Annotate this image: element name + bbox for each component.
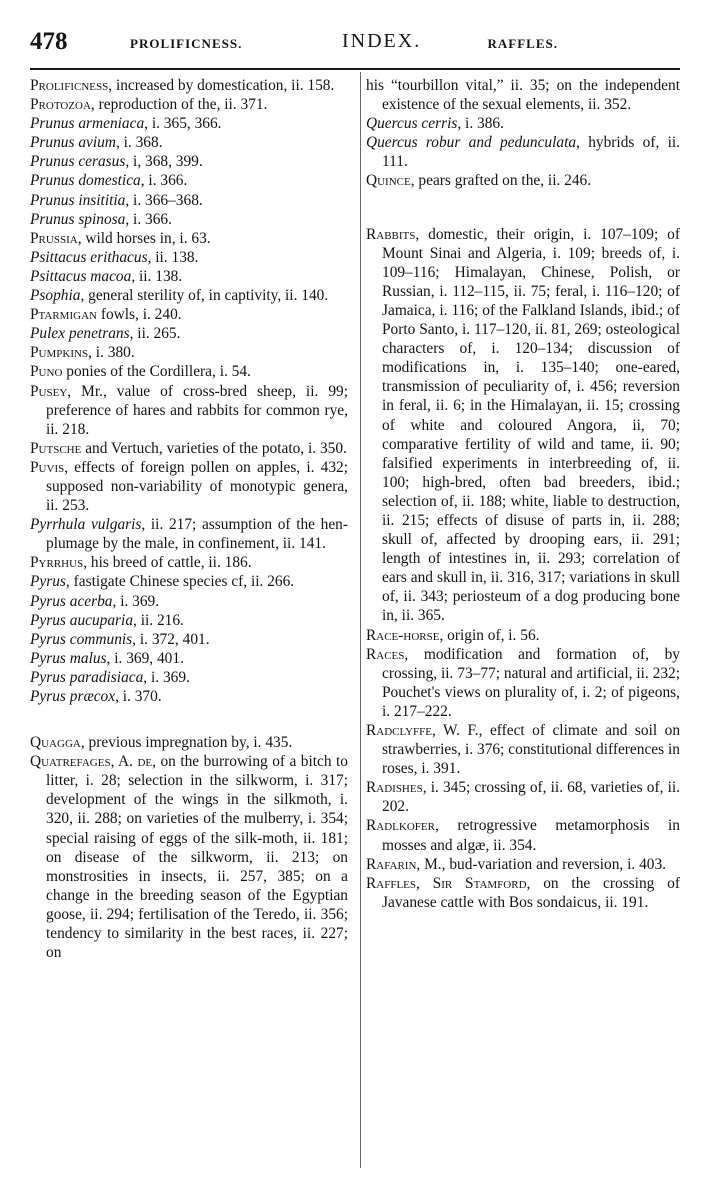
entry-headword: Prunus domestica: [30, 172, 141, 190]
entry-headword: Race-horse: [366, 626, 440, 644]
index-entry: [366, 225, 680, 626]
entry-references: , i. 369.: [112, 592, 160, 610]
entry-headword: Radclyffe, W. F.: [366, 722, 479, 739]
entry-references: , ii. 216.: [133, 611, 184, 629]
entry-references: , wild horses in, i. 63.: [77, 229, 211, 247]
index-entry: [30, 229, 348, 248]
entry-headword: Quercus robur and pedunculata: [366, 134, 577, 152]
index-entry: [30, 668, 348, 687]
center-running-head: INDEX.: [342, 30, 422, 52]
index-entry: [30, 191, 348, 210]
index-entry: [30, 649, 348, 668]
entry-references: , i. 366.: [140, 172, 188, 190]
entry-headword: Prunus avium: [30, 134, 116, 152]
entry-headword: Pyrus præcox: [30, 688, 116, 705]
entry-references: , i. 372, 401.: [132, 630, 210, 648]
entry-headword: Rafarin, M.: [366, 855, 442, 873]
entries-letter-r: [366, 225, 680, 912]
section-gap: [366, 191, 680, 225]
column-divider: [360, 72, 361, 1168]
page-number: 478: [30, 28, 68, 55]
entry-headword: Prunus armeniaca: [30, 115, 145, 133]
entry-headword: Raffles, Sir Stamford: [366, 874, 527, 892]
right-running-head: RAFFLES.: [487, 36, 558, 51]
right-column: [366, 76, 680, 912]
index-entry: [30, 76, 348, 95]
entry-references: , i. 370.: [115, 688, 162, 705]
entry-references: , i. 386.: [457, 115, 504, 133]
entry-headword: Quince: [366, 172, 411, 190]
entry-headword: Pyrus aucuparia: [30, 611, 134, 629]
entry-headword: Radlkofer: [366, 817, 435, 835]
entry-references: , modification and formation of, by crossing, ii. 73–77; natural and artificial, ii. 232; Pouchet's views on plurality of, i. 2; of pigeons, i. 217–222.: [382, 645, 680, 720]
entry-headword: Quercus cerris: [366, 115, 458, 133]
entry-references: , ii. 265.: [129, 325, 181, 343]
entry-references: , i. 368.: [115, 134, 163, 152]
index-entry: [30, 362, 348, 381]
entry-headword: Pyrrhula vulgaris: [30, 516, 142, 534]
index-entry: [30, 343, 348, 362]
entry-headword: Psophia: [30, 287, 81, 305]
index-entry: [366, 721, 680, 778]
entry-references: , previous impregnation by, i. 435.: [80, 734, 293, 752]
entry-references: , i. 369.: [143, 668, 190, 686]
index-entry: [30, 248, 348, 267]
entry-references: his “tourbillon vital,” ii. 35; on the independent existence of the sexual elements, ii. 352.: [366, 77, 680, 114]
entry-references: , ii. 138.: [131, 267, 183, 285]
entry-references: ponies of the Cordillera, i. 54.: [62, 363, 251, 381]
entry-references: , hybrids of, ii. 111.: [382, 134, 680, 171]
section-gap: [30, 706, 348, 733]
index-entry: [30, 382, 348, 439]
left-column: [30, 76, 348, 962]
entry-headword: Pyrus acerba: [30, 592, 113, 610]
entries-letter-q: [30, 733, 348, 962]
entry-headword: Psittacus erithacus: [30, 248, 148, 266]
index-entry: [30, 458, 348, 515]
entries-letter-q-continued: [366, 76, 680, 191]
index-entry: [366, 76, 680, 114]
entry-headword: Puvis: [30, 458, 65, 476]
entry-references: , i. 366–368.: [125, 191, 203, 209]
entry-references: , i. 366.: [125, 210, 172, 228]
index-entry: [30, 592, 348, 611]
index-entry: [366, 816, 680, 854]
entry-headword: Rabbits: [366, 225, 416, 243]
entry-references: , effect of climate and soil on strawberries, i. 376; constitutional differences in roses, i. 391.: [382, 722, 681, 778]
index-entry: [30, 267, 348, 286]
index-entry: [366, 778, 680, 816]
entry-headword: Quagga: [30, 734, 81, 752]
entry-references: , i. 369, 401.: [106, 649, 184, 667]
entry-headword: Ptarmigan: [30, 306, 97, 324]
entry-headword: Pyrus paradisiaca: [30, 668, 144, 686]
index-entry: [30, 439, 348, 458]
index-entry: [30, 210, 348, 229]
index-entry: [366, 645, 680, 721]
index-entry: [30, 171, 348, 190]
entry-headword: Prunus insititia: [30, 191, 126, 209]
entry-headword: Prolificness: [30, 77, 109, 94]
index-entry: [30, 324, 348, 343]
entry-references: fowls, i. 240.: [96, 306, 182, 324]
index-entry: [30, 553, 348, 572]
entry-references: , reproduction of the, ii. 371.: [90, 96, 268, 114]
entry-references: , fastigate Chinese species cf, ii. 266.: [65, 573, 295, 591]
entry-references: , origin of, i. 56.: [439, 626, 540, 644]
header-rule: [30, 68, 680, 70]
entry-references: , i. 365, 366.: [144, 115, 222, 133]
entry-references: , domestic, their origin, i. 107–109; of Mount Sinai and Algeria, i. 109; breeds of, i. 109–116; Himalayan, Chinese, Polish, or Russian, i. 112–115, ii. 75; feral, i. 116–120; of Jamaica, i. 116; of the Falkland Islands, ibid.; of Porto Santo, i. 117–120, ii. 81, 269; osteological characters of, i. 120–134; discussion of modifications in, i. 135–140; one-eared, transmission of peculiarity of, i. 456; reversion in feral, ii. 6; in the Himalayan, ii. 15; crossing of white and coloured Angora, ii, 70; comparative fertility of wild and tame, ii. 90; falsified experiments in interbreeding of, ii. 100; high-bred, often bad breeders, ibid.; selection of, ii. 188; white, liable to destruction, ii. 215; effects of disuse of parts in, ii. 288; skull of, affected by drooping ears, ii. 291; length of intestines in, ii. 293; correlation of ears and skull in, ii. 316, 317; variations in skull of, ii. 343; periosteum of a dog producing bone in, ii. 365.: [382, 225, 680, 625]
index-entry: [30, 133, 348, 152]
entry-headword: Prussia: [30, 229, 78, 247]
index-entry: [30, 752, 348, 962]
index-entry: [30, 572, 348, 591]
entry-references: , bud-variation and reversion, i. 403.: [441, 855, 667, 873]
index-entry: [366, 133, 680, 171]
entry-references: , increased by domestication, ii. 158.: [108, 77, 335, 94]
index-entry: [366, 874, 680, 912]
entry-references: , on the burrowing of a bitch to litter, i. 28; selection in the silkworm, i. 317; development of the wings in the silkmoth, i. 320, ii. 288; on varieties of the mulberry, i. 354; special raising of eggs of the silk-moth, ii. 181; on disease of the silkworm, ii. 213; on monstrosities in insects, ii. 257, 385; on a change in the breeding season of the Egyptian goose, ii. 294; fertilisation of the Teredo, ii. 356; tendency to similarity in the best races, ii. 227; on: [46, 753, 348, 962]
entry-headword: Prunus cerasus: [30, 153, 126, 171]
entry-references: , ii. 138.: [147, 248, 199, 266]
entry-headword: Quatrefages, A. de: [30, 753, 153, 771]
entry-headword: Radishes: [366, 779, 423, 797]
index-entry: [30, 630, 348, 649]
entry-headword: Pyrus: [30, 573, 66, 591]
entry-headword: Pulex penetrans: [30, 325, 130, 343]
index-entry: [30, 305, 348, 324]
index-entry: [30, 611, 348, 630]
entry-headword: Pyrus communis: [30, 630, 133, 648]
entry-references: , i. 380.: [88, 344, 135, 362]
entry-references: , general sterility of, in captivity, ii. 140.: [80, 287, 329, 305]
entry-references: , i, 368, 399.: [125, 153, 203, 171]
entry-references: , his breed of cattle, ii. 186.: [83, 554, 252, 572]
entry-references: , effects of foreign pollen on apples, i. 432; supposed non-variability of monotypic genera, ii. 253.: [46, 458, 348, 515]
index-entry: [30, 95, 348, 114]
index-entry: [30, 286, 348, 305]
entry-headword: Pusey: [30, 382, 68, 400]
entry-headword: Protozoa: [30, 96, 91, 114]
entry-references: , pears grafted on the, ii. 246.: [410, 172, 592, 190]
entry-headword: Pyrus malus: [30, 649, 107, 667]
entry-headword: Races: [366, 645, 405, 663]
index-entry: [366, 855, 680, 874]
entry-references: , ii. 217; assumption of the hen-plumage by the male, in confinement, ii. 141.: [46, 516, 349, 553]
entry-references: , retrogressive metamorphosis in mosses and algæ, ii. 354.: [382, 817, 680, 854]
index-entry: [30, 114, 348, 133]
index-entry: [366, 171, 680, 190]
index-entry: [30, 687, 348, 706]
entry-references: , i. 345; crossing of, ii. 68, varieties of, ii. 202.: [382, 779, 680, 816]
entry-headword: Psittacus macoa: [30, 267, 132, 285]
left-running-head: PROLIFICNESS.: [130, 36, 243, 51]
entry-references: , Mr., value of cross-bred sheep, ii. 99; preference of hares and rabbits for common rye, ii. 218.: [46, 382, 348, 438]
entry-references: and Vertuch, varieties of the potato, i. 350.: [81, 439, 347, 457]
index-entry: [30, 152, 348, 171]
entry-references: , on the crossing of Javanese cattle with Bos sondaicus, ii. 191.: [382, 874, 680, 911]
entry-headword: Pyrrhus: [30, 554, 84, 572]
running-header: [30, 28, 680, 58]
entry-headword: Puno: [30, 363, 63, 381]
index-entry: [366, 114, 680, 133]
entry-headword: Prunus spinosa: [30, 210, 126, 228]
entry-headword: Putsche: [30, 439, 82, 457]
index-entry: [366, 626, 680, 645]
index-entry: [30, 515, 348, 553]
index-entry: [30, 733, 348, 752]
entry-headword: Pumpkins: [30, 344, 89, 362]
entries-letter-p: [30, 76, 348, 706]
